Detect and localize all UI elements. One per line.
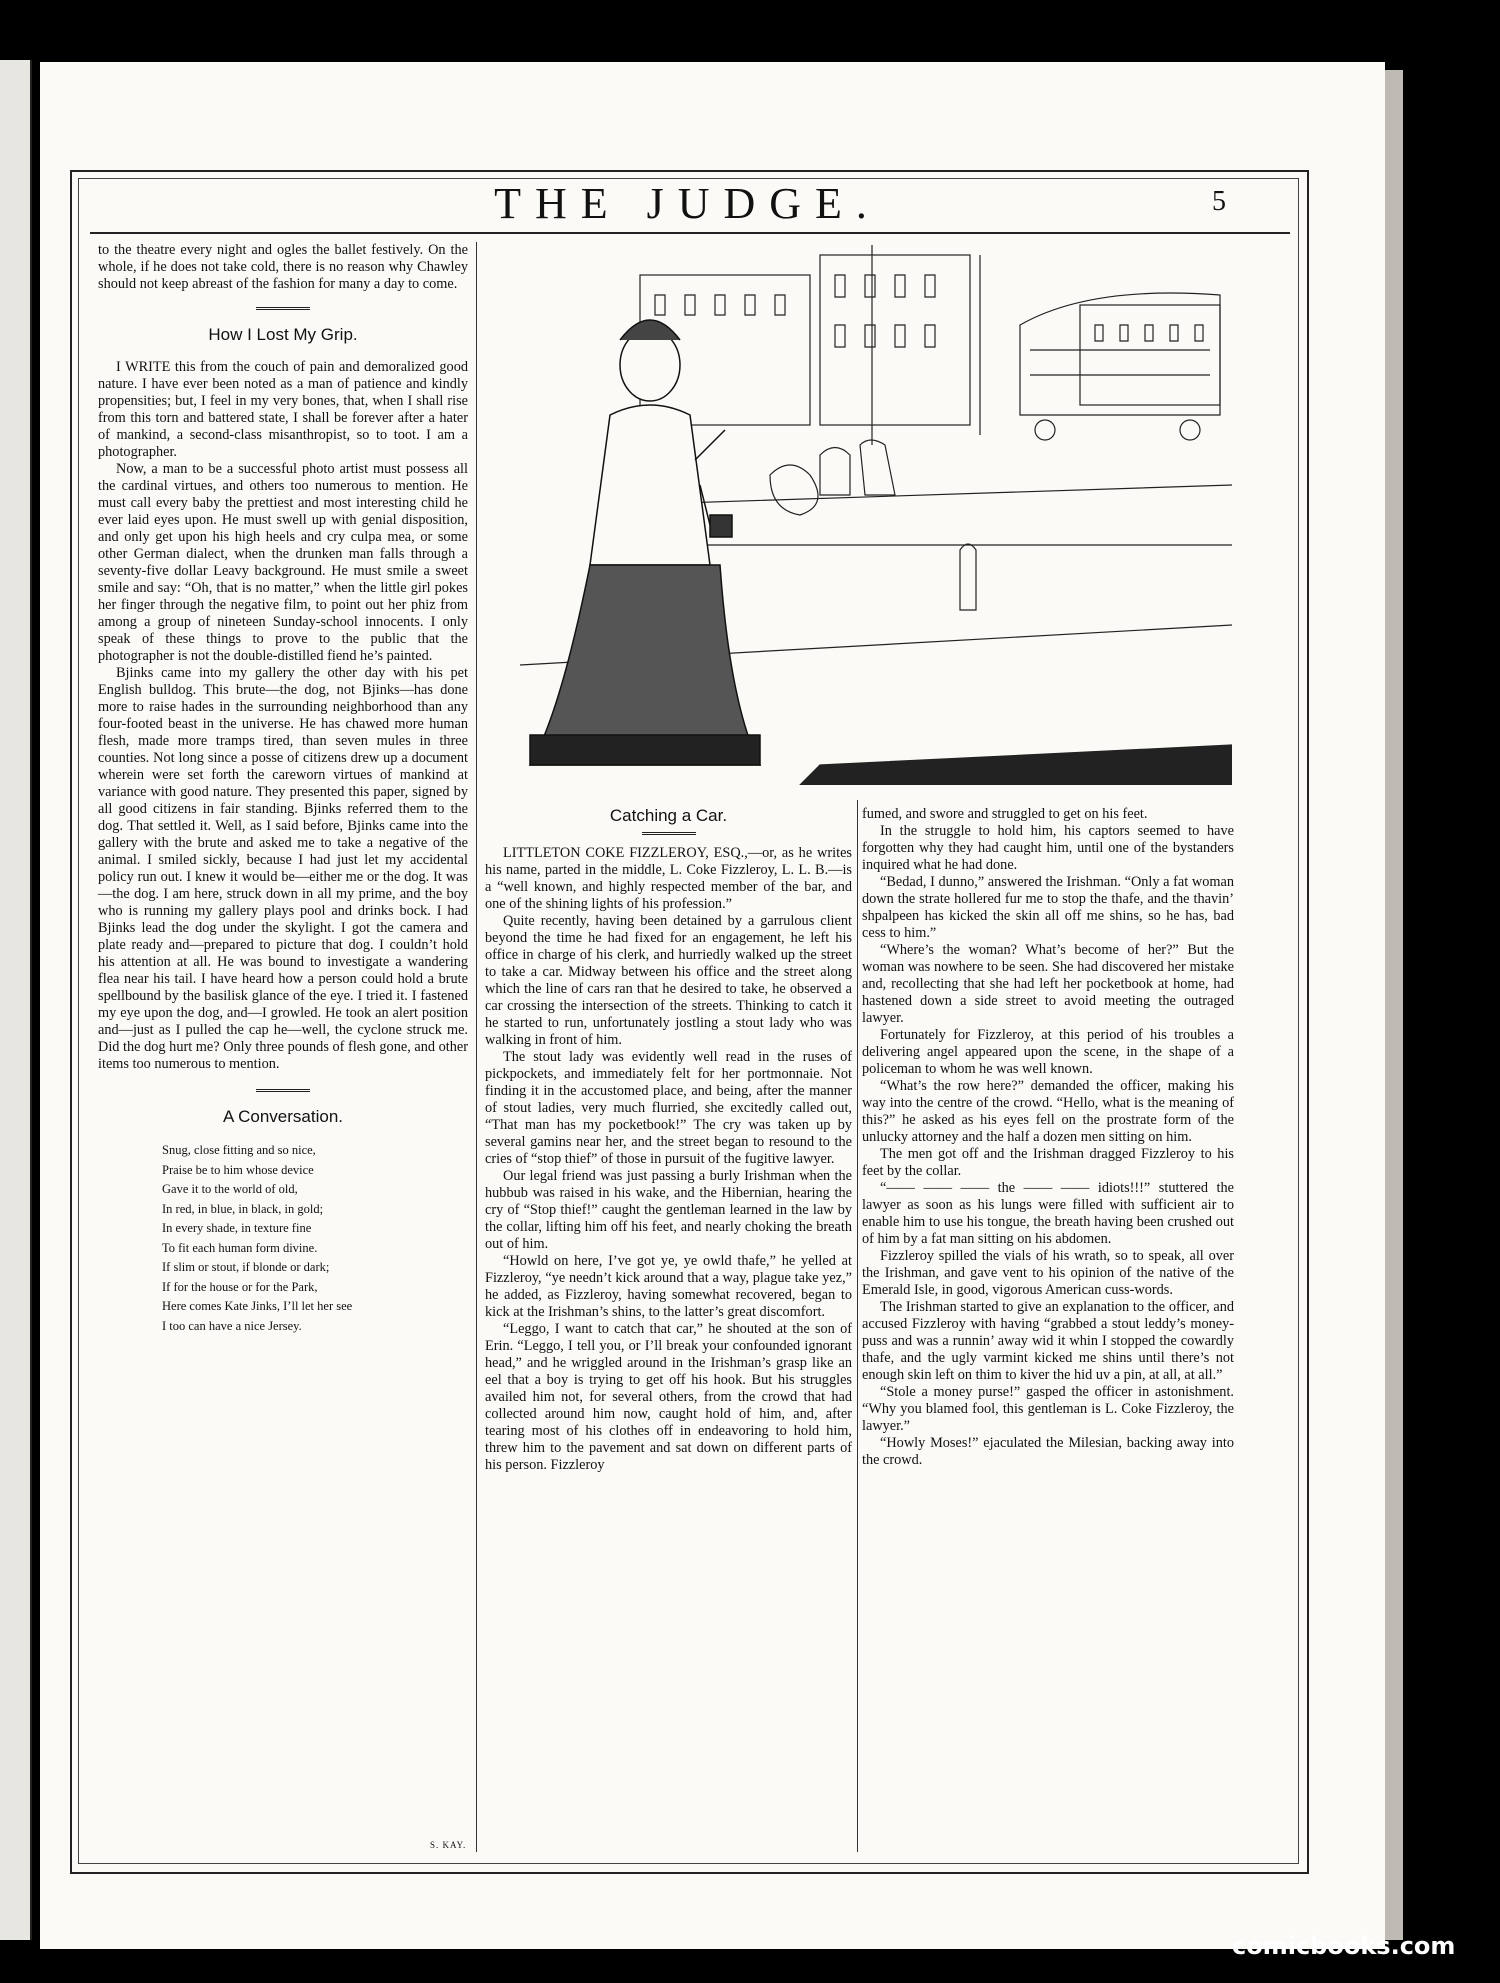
paragraph: The stout lady was evidently well read in the ruses of pickpockets, and immediately felt for her portmonnaie. Not finding it in the accustomed place, and being, after the manner of stout ladies, very much flurried, she excitedly called out, “That man has my pocketbook!” The cry was taken up by several gamins near her, and the street began to resound to the cries of “stop thief” of those in pursuit of the fugitive lawyer. — [485, 1049, 852, 1167]
poem-line: In red, in blue, in black, in gold; — [162, 1201, 324, 1216]
poem — [98, 1141, 468, 1336]
paragraph: “Howld on here, I’ve got ye, ye owld thafe,” he yelled at Fizzleroy, “ye needn’t kick around that a way, plague take yez,” he added, as Fizzleroy, having somewhat recovered, began to kick at the Irishman’s shins, to the latter’s great discomfort. — [485, 1253, 852, 1320]
illustration-caption: Catching a Car. — [609, 806, 728, 825]
paragraph: Bjinks came into my gallery the other day with his pet English bulldog. This brute—the dog, not Bjinks—has done more to raise hades in the surrounding neighborhood than any four-footed beast in the universe. He has chawed more human flesh, made more tramps tired, than seven mules in three counties. Not long since a posse of citizens drew up a document wherein were set forth the careworn virtues of mankind at variance with good nature. They presented this paper, signed by all good citizens in fair standing. Bjinks referred them to the dog. That settled it. Well, as I said before, Bjinks came into the gallery with the brute and asked me to take a negative of the animal. I smiled sickly, because I had just let my accidental policy run out. I knew it would be—either me or the dog. It was—the dog. I am here, struck down in all my prime, and the boy who is running my gallery plays pool and drinks bock. I had Bjinks lead the dog under the skylight. I got the camera and plate ready and—prepared to picture that dog. I couldn’t hold his attention at all. He was bound to investigate a wandering flea near his tail. I have heard how a person could hold a brute spellbound by the basilisk glance of the eye. I tried it. I fastened my eye upon the dog, and—I growled. He took an alert position and—just as I pulled the cap he—well, the cyclone struck me. Did the dog hurt me? Only three pounds of flesh gone, and other items too numerous to mention. — [98, 665, 468, 1072]
poem-line: I too can have a nice Jersey. — [162, 1318, 302, 1333]
poem-line: Praise be to him whose device — [162, 1162, 314, 1177]
masthead-rule — [90, 232, 1290, 234]
poem-line: In every shade, in texture fine — [162, 1221, 312, 1235]
column-right — [862, 806, 1234, 1469]
paragraph: Quite recently, having been detained by a garrulous client beyond the time he had fixed for an engagement, he left his office in charge of his clerk, and hurriedly walked up the street to take a car. Midway between his office and the street along which the line of cars ran that he desired to take, he observed a car crossing the intersection of the streets. Thinking to catch it he started to run, unfortunately jostling a stout lady who was walking in front of him. — [485, 913, 852, 1048]
article-continuation: to the theatre every night and ogles the ballet festively. On the whole, if he does not take cold, there is no reason why Chawley should not keep abreast of the fashion for many a day to come. — [98, 242, 468, 292]
poem-line: Gave it to the world of old, — [162, 1182, 298, 1196]
poem-line: Here comes Kate Jinks, I’ll let her see — [162, 1299, 353, 1313]
poem-line: If for the house or for the Park, — [162, 1279, 318, 1294]
section-rule — [256, 1089, 310, 1094]
paragraph: fumed, and swore and struggled to get on his feet. — [862, 806, 1148, 822]
caption-rule — [642, 832, 696, 835]
section-rule — [256, 307, 310, 312]
lead-name: LITTLETON COKE FIZZLEROY, ESQ., — [503, 845, 748, 861]
paragraph: “What’s the row here?” demanded the officer, making his way into the centre of the crowd. “Hello, what is the meaning of this?” he asked as his eyes fell on the prostrate form of the unlucky attorney and the half a dozen men sitting on him. — [862, 1078, 1234, 1145]
paragraph: I WRITE this from the couch of pain and demoralized good nature. I have ever been noted as a man of patience and kindly propensities; but, I feel in my very bones, that, when I shall rise from this torn and battered state, I shall be forever after a hater of mankind, a second-class misanthropist, so to toot. I am a photographer. — [98, 359, 468, 460]
paragraph: In the struggle to hold him, his captors seemed to have forgotten why they had caught him, until one of the bystanders inquired what he had done. — [862, 823, 1234, 873]
paragraph: The men got off and the Irishman dragged Fizzleroy to his feet by the collar. — [862, 1146, 1234, 1179]
paragraph — [485, 845, 852, 913]
page-shadow — [1385, 70, 1403, 1940]
article-heading: How I Lost My Grip. — [208, 325, 358, 344]
left-page-edge — [0, 60, 32, 1940]
paragraph: “Howly Moses!” ejaculated the Milesian, backing away into the crowd. — [862, 1435, 1234, 1468]
paragraph: “—— —— —— the —— —— idiots!!!” stuttered the lawyer as soon as his lungs were filled with sufficient air to enable him to use his tongue, the breath having been crushed out of him by a fat man sitting on his abdomen. — [862, 1180, 1234, 1247]
page-number: 5 — [1212, 186, 1226, 217]
poem-line: If slim or stout, if blonde or dark; — [162, 1260, 330, 1274]
paragraph: “Stole a money purse!” gasped the officer in astonishment. “Why you blamed fool, this gentleman is L. Coke Fizzleroy, the lawyer.” — [862, 1384, 1234, 1434]
poem-signature: S. KAY. — [430, 1840, 467, 1850]
column-divider — [476, 242, 477, 1852]
paragraph-text: —or, as he writes his name, parted in the middle, L. Coke Fizzleroy, L. L. B.—is a “well known, and highly respected member of the bar, and one of the shining lights of his profession.” — [485, 845, 852, 912]
paragraph: “Leggo, I want to catch that car,” he shouted at the son of Erin. “Leggo, I tell you, or I’ll break your confounded ignorant head,” and he wriggled around in the Irishman’s grasp like an eel that a boy is trying to get off his hook. But his struggles availed him not, for several others, from the crowd that had collected around him now, caught hold of him, and, after tearing most of his clothes off in endeavoring to hold him, threw him to the pavement and sat down on different parts of his person. Fizzleroy — [485, 1321, 852, 1473]
illustration-catching-a-car — [520, 245, 1232, 785]
paragraph: Fizzleroy spilled the vials of his wrath, so to speak, all over the Irishman, and gave vent to his opinion of the native of the Emerald Isle, in good, vigorous American cuss-words. — [862, 1248, 1234, 1298]
paragraph: Now, a man to be a successful photo artist must possess all the cardinal virtues, and others too numerous to mention. He must call every baby the prettiest and most interesting child he ever laid eyes upon. He must swell up with genial disposition, and only get upon his high heels and cry culpa mea, or some other German dialect, when the drunken man falls through a seventy-five dollar Leavy background. He must smile a sweet smile and say: “Oh, that is no matter,” when the little girl pokes her finger through the negative film, to point out her phiz from among a group of nineteen Sunday-school innocents. I only speak of these things to prove to the public that the photographer is not the double-distilled fiend he’s painted. — [98, 461, 468, 664]
column-left — [98, 242, 468, 1336]
paragraph: “Bedad, I dunno,” answered the Irishman. “Only a fat woman down the strate hollered fur me to stop the thafe, and the thavin’ shpalpeen has kicked the skin all off me shins, so he has, bad cess to him.” — [862, 874, 1234, 941]
poem-heading: A Conversation. — [222, 1107, 343, 1126]
column-middle — [485, 845, 852, 1474]
site-watermark: comicbooks.com — [1232, 1932, 1456, 1960]
poem-line: To fit each human form divine. — [162, 1240, 318, 1255]
paragraph: Fortunately for Fizzleroy, at this period of his troubles a delivering angel appeared upon the scene, in the shape of a policeman to whom he was well known. — [862, 1027, 1234, 1077]
paragraph: Our legal friend was just passing a burly Irishman when the hubbub was raised in his wake, and the Hibernian, hearing the cry of “Stop thief!” caught the gentleman learned in the law by the collar, lifting him off his feet, and nearly choking the breath out of him. — [485, 1168, 852, 1252]
column-divider — [857, 800, 858, 1852]
paragraph: “Where’s the woman? What’s become of her?” But the woman was nowhere to be seen. She had discovered her mistake and, recollecting that she had left her pocketbook at home, had hastened down a side street to avoid meeting the outraged lawyer. — [862, 942, 1234, 1026]
poem-line: Snug, close fitting and so nice, — [162, 1143, 316, 1157]
masthead-title: THE JUDGE. — [494, 179, 881, 228]
paragraph: The Irishman started to give an explanation to the officer, and accused Fizzleroy with having “grabbed a stout leddy’s money-puss and was a runnin’ away wid it whin I stopped the cowardly thafe, and the ugly varmint kicked me shins until there’s not enough skin left on thim to kiver the hid uv a pin, at all, at all.” — [862, 1299, 1234, 1383]
